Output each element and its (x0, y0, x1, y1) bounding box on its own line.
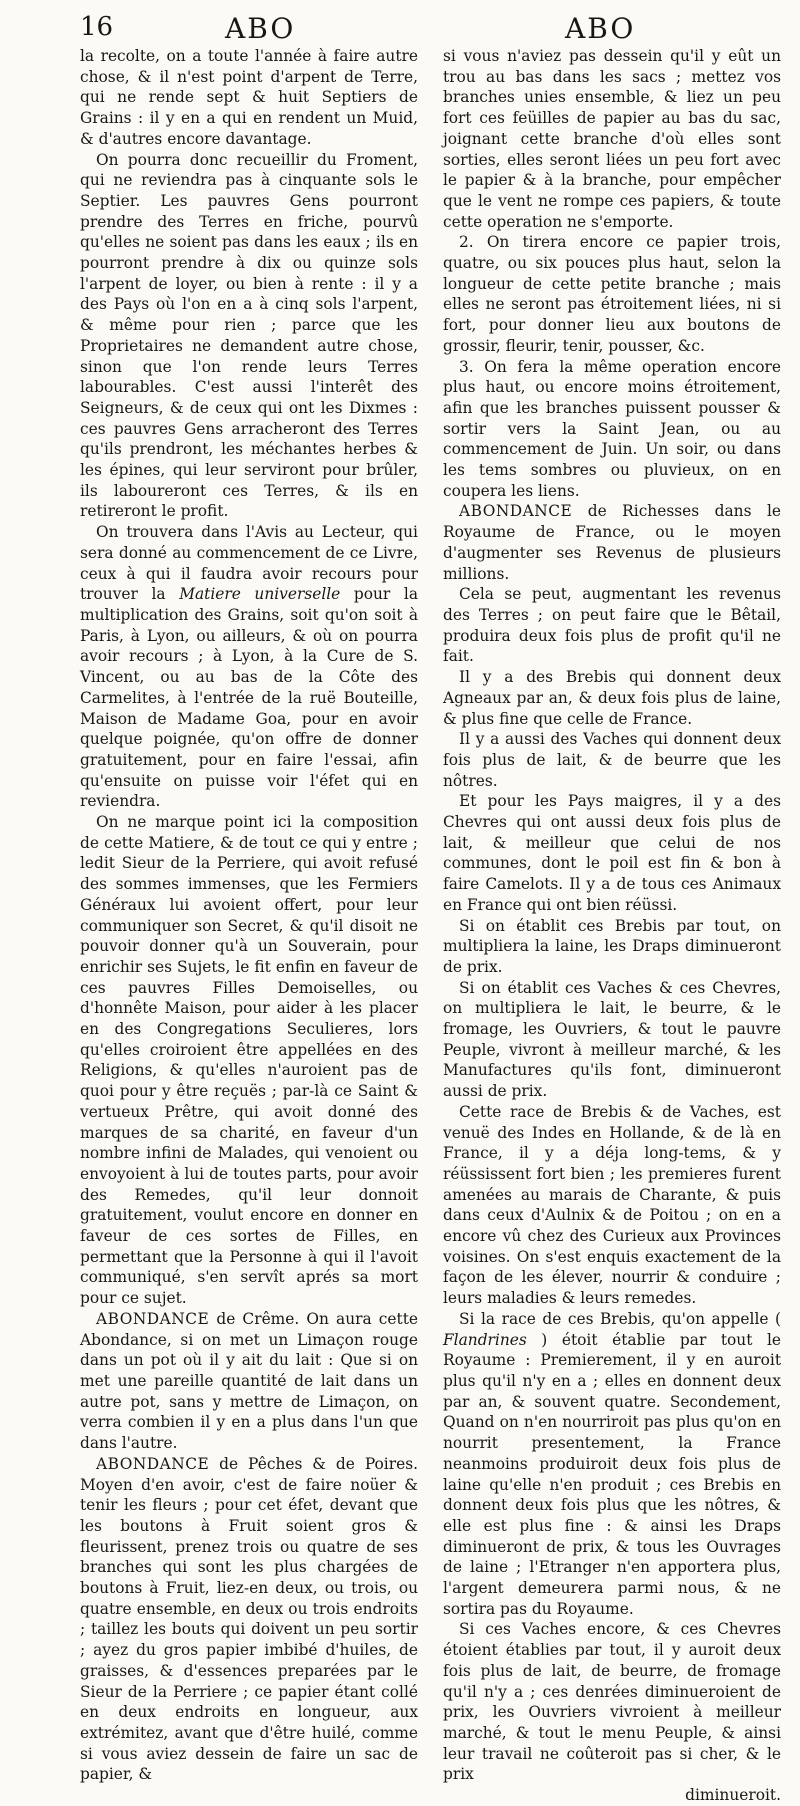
paragraph: 3. On fera la même operation encore plus haut, ou encore moins étroitement, afin que les branches puissent pousser & sortir vers la Saint Jean, ou au commencement de Juin. Un soir, ou dans les tems sombres ou pluvieux, on en coupera les liens. (443, 357, 781, 500)
text-run: On trouvera dans l'Avis au Lecteur, qui sera donné au commencement de ce Livre, ceux à qui il faudra avoir recours pour trouver la (80, 523, 418, 604)
entry-paragraph (80, 1454, 418, 1785)
paragraph: Si on établit ces Vaches & ces Chevres, on multipliera le lait, le beurre, & le fromage, les Ouvriers, & tout le pauvre Peuple, vivront à meilleur marché, & les Manufactures qu'ils font, diminueront aussi de prix. (443, 978, 781, 1101)
paragraph: Si ces Vaches encore, & ces Chevres étoient établies par tout, il y auroit deux fois plus de lait, de beurre, de fromage qu'il n'y a ; ces denrées diminueroient de prix, les Ouvriers vivroient à meilleur marché, & tout le menu Peuple, & ainsi leur travail ne coûteroit pas si cher, & le prix (443, 1620, 781, 1784)
page-header (0, 10, 800, 44)
paragraph: la recolte, on a toute l'année à faire autre chose, & il n'est point d'arpent de Terre, qui ne rende sept & huit Septiers de Grains : il y en a qui en rendent un Muid, & d'autres encore davantage. (80, 47, 418, 148)
text-run: de Richesses dans le Royaume de France, ou le moyen d'augmenter ses Revenus de plusieurs millions. (443, 502, 781, 583)
text-run: de Pêches & de Poires. Moyen d'en avoir, c'est de faire noüer & tenir les fleurs ; pour cet éfet, devant que les boutons à Fruit soient gros & fleurissent, prenez trois ou quatre de ses branches qui sont les plus chargées de boutons à Fruit, liez-en deux, ou trois, ou quatre ensemble, en deux ou trois endroits ; taillez les bouts qui doivent un peu sortir ; ayez du gros papier imbibé d'huiles, de graisses, & d'essences preparées par le Sieur de la Perriere ; ce papier étant collé en deux endroits en longueur, aux extrémitez, avant que d'être huilé, comme si vous aviez dessein de faire un sac de papier, & (80, 1454, 418, 1784)
paragraph: 2. On tirera encore ce papier trois, quatre, ou six pouces plus haut, selon la longueur de cette petite branche ; mais elles ne seront pas étroitement liées, ni si fort, pour donner lieu aux boutons de grossir, fleurir, tenir, pousser, &c. (443, 233, 781, 355)
paragraph: Il y a aussi des Vaches qui donnent deux fois plus de lait, & de beurre que les nôtres. (443, 730, 781, 790)
italic-text: Matiere universelle (179, 585, 341, 604)
entry-heading: ABONDANCE (96, 1454, 210, 1473)
entry-paragraph (443, 501, 781, 584)
text-run: de Crême. On aura cette Abondance, si on met un Limaçon rouge dans un pot où il y ait du lait : Que si on met une pareille quantité de lait dans un autre pot, sans y mettre de Limaçon, on verra combien il y en a plus dans l'un que dans l'autre. (80, 1309, 418, 1453)
text-run: pour la multiplication des Grains, soit qu'on soit à Paris, à Lyon, ou ailleurs, & où on pourra avoir recours ; à Lyon, à la Cure de S. Vincent, ou au bas de la Côte des Carmelites, à l'entrée de la ruë Bouteille, Maison de Madame Goa, pour en avoir quelque poignée, qu'on offre de donner gratuitement, pour en faire l'essai, afin qu'ensuite on puisse voir l'éfet qui en reviendra. (80, 585, 418, 811)
text-run: ) étoit établie par tout le Royaume : Premierement, il y en auroit plus qu'il n'y en a ; elles en donnent deux par an, & souvent quatre. Secondement, Quand on n'en nourriroit pas plus qu'on en nourrit presentement, la France neanmoins produiroit deux fois plus de laine qu'elle n'en produit ; ces Brebis en donnent deux fois plus que les nôtres, & elle est plus fine : & ainsi les Draps diminueront de prix, & tous les Ouvrages de laine ; l'Etranger n'en apportera plus, l'argent demeurera parmi nous, & ne sortira pas du Royaume. (443, 1330, 781, 1618)
paragraph (80, 522, 418, 812)
paragraph: si vous n'aviez pas dessein qu'il y eût un trou au bas dans les sacs ; mettez vos branches unies ensemble, & liez un peu fort ces feüilles de papier au bas du sac, joignant cette branche d'où elles sont sorties, elles seront liées un peu fort avec le papier & à la branche, pour empêcher que le vent ne rompe ces papiers, & toute cette operation ne s'emporte. (443, 47, 781, 231)
paragraph: Il y a des Brebis qui donnent deux Agneaux par an, & deux fois plus de laine, & plus fine que celle de France. (443, 668, 781, 728)
italic-text: Flandrines (443, 1330, 527, 1349)
entry-heading: ABONDANCE (459, 502, 573, 521)
paragraph: Si on établit ces Brebis par tout, on multipliera la laine, les Draps diminueront de prix. (443, 916, 781, 976)
right-column (443, 46, 781, 1806)
entry-heading: ABONDANCE (96, 1309, 210, 1328)
page-number: 16 (80, 12, 114, 42)
running-head-left: ABO (225, 12, 296, 45)
paragraph: On pourra donc recueillir du Froment, qui ne reviendra pas à cinquante sols le Septier. Les pauvres Gens pourront prendre des Terres en friche, pourvû qu'elles ne soient pas dans les eaux ; ils en pourront prendre à dix ou quinze sols l'arpent de loyer, ou bien à rente : il y a des Pays où l'on en a à cinq sols l'arpent, & même pour rien ; parce que les Proprietaires ne demandent autre chose, sinon que l'on rende leurs Terres labourables. C'est aussi l'interêt des Seigneurs, & de ceux qui ont les Dixmes : ces pauvres Gens arracheront des Terres qu'ils prendront, les méchantes herbes & les épines, qui leur serviront pour brûler, ils laboureront ces Terres, & ils en retireront le profit. (80, 150, 418, 521)
paragraph: Et pour les Pays maigres, il y a des Chevres qui ont aussi deux fois plus de lait, & meilleur que celui de nos communes, dont le poil est fin & bon à faire Camelots. Il y a de tous ces Animaux en France qui ont bien réüssi. (443, 792, 781, 914)
paragraph: On ne marque point ici la composition de cette Matiere, & de tout ce qui y entre ; ledit Sieur de la Perriere, qui avoit refusé des sommes immenses, que les Fermiers Généraux lui avoient offert, pour leur communiquer son Secret, & qu'il disoit ne pouvoir donner qu'à un Souverain, pour enrichir ses Sujets, le fit enfin en faveur de ces pauvres Filles Demoiselles, ou d'honnête Maison, pour aider à les placer en des Congregations Seculieres, lors qu'elles croiroient être appellées en des Religions, & qu'elles n'auroient pas de quoi pour y être reçuës ; par-là ce Saint & vertueux Prêtre, qui avoit donné des marques de sa charité, en faveur d'un nombre infini de Malades, qui venoient ou envoyoient à lui de toutes parts, pour avoir des Remedes, qu'il leur donnoit gratuitement, voulut encore en donner en faveur de ces sortes de Filles, en permettant que la Personne à qui il l'avoit communiqué, s'en servît aprés sa mort pour ce sujet. (80, 813, 418, 1308)
running-head-right: ABO (565, 12, 636, 45)
catchword: diminueroit. (685, 1786, 781, 1805)
text-run: Si la race de ces Brebis, qu'on appelle ( (459, 1309, 781, 1328)
left-column (80, 46, 418, 1785)
paragraph: Cette race de Brebis & de Vaches, est venuë des Indes en Hollande, & de là en France, il y a déja long-tems, & y réüssissent fort bien ; les premieres furent amenées au marais de Charante, & puis dans ceux d'Aulnix & de Poitou ; on en a encore vû chez des Curieux aux Provinces voisines. On s'est enquis exactement de la façon de les élever, nourrir & conduire ; leurs maladies & leurs remedes. (443, 1102, 781, 1308)
paragraph (443, 1309, 781, 1620)
entry-paragraph (80, 1309, 418, 1454)
paragraph: Cela se peut, augmentant les revenus des Terres ; on peut faire que le Bêtail, produira deux fois plus de profit qu'il ne fait. (443, 585, 781, 666)
